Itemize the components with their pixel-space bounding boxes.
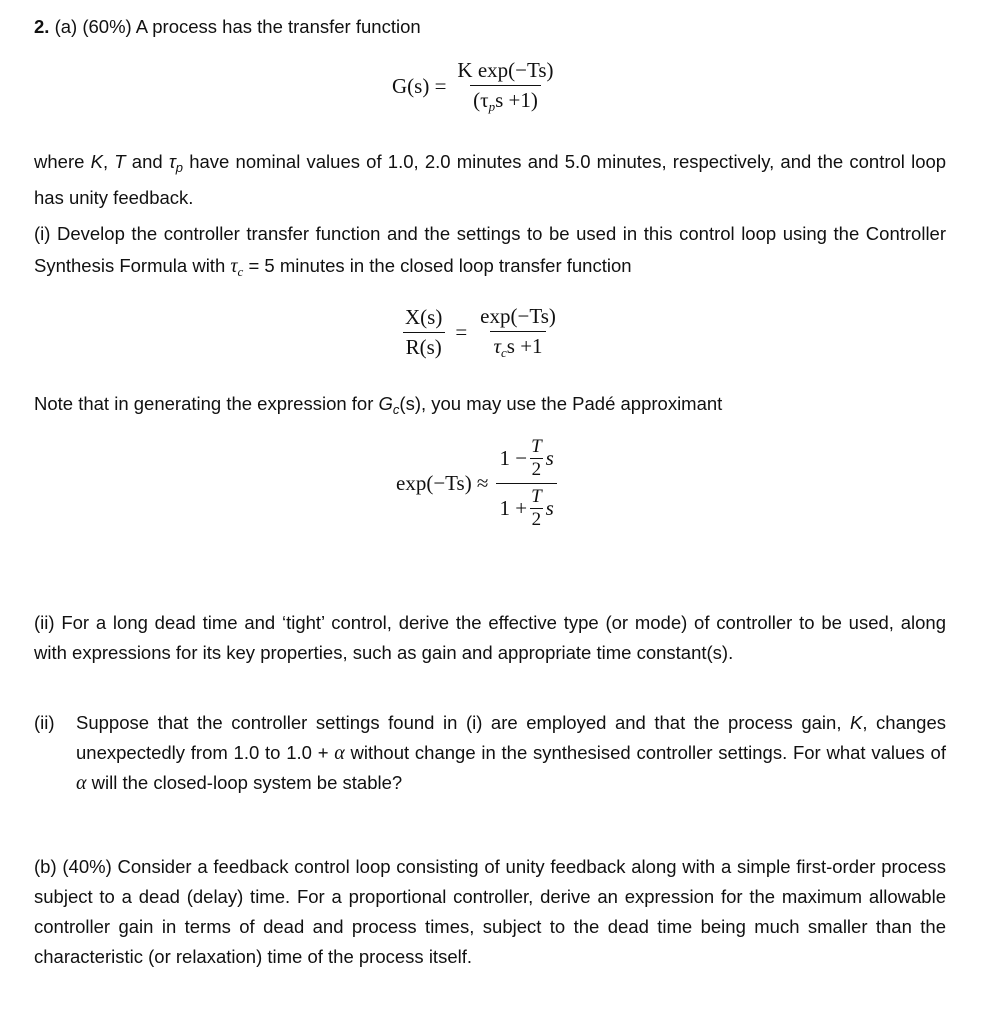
eq2-rhs-den-a: τ (493, 334, 501, 358)
part-b-text: (b) (40%) Consider a feedback control loop consisting of unity feedback along with a simple first-order process subject to a dead (delay) time. For a proportional controller, derive an expression for the maximum allowable controller gain in terms of dead and process times, subject to the dead time being much smaller than the characteristic (or relaxation) time of the process itself. (34, 856, 946, 967)
eq3-top-s: s (545, 446, 554, 470)
where-var-t: T (114, 151, 126, 172)
eq3-bottom-prefix: 1 + (499, 496, 528, 520)
item-ii-b-paragraph (34, 708, 946, 798)
eq2-rhs-den-b: s +1 (506, 334, 543, 358)
eq2-rhs-numerator: exp(−Ts) (480, 304, 556, 328)
where-text-2: , (102, 151, 109, 172)
item-ii-b-body (76, 708, 946, 798)
item-i-tau: τ (230, 255, 238, 277)
eq3-bottom-t: T (531, 486, 542, 507)
transfer-function-equation (392, 58, 557, 115)
eq1-den-sub: p (488, 99, 496, 114)
where-text-3: and (131, 151, 163, 172)
eq3-top-two: 2 (531, 459, 542, 480)
item-ii-a-text: (ii) For a long dead time and ‘tight’ control, derive the effective type (or mode) of controller to be used, along with expressions for its key properties, such as gain and appropriate time constant(s). (34, 612, 946, 663)
item-i-tau-sub: c (237, 264, 244, 279)
where-var-k: K (90, 151, 103, 172)
eq1-denominator (470, 85, 541, 115)
eq2-rhs-denominator (490, 331, 545, 361)
eq3-top-t: T (531, 436, 542, 457)
item-ii-b-text-3: without change in the synthesised controller settings. For what values of (350, 742, 946, 763)
item-i-text-2: = 5 minutes in the closed loop transfer function (248, 255, 632, 276)
eq2-lhs-fraction (402, 305, 445, 360)
where-var-tau: τ (168, 151, 176, 172)
eq3-numerator (496, 436, 556, 483)
eq3-bottom-t-half (529, 486, 544, 531)
eq3-top-t-half (529, 436, 544, 481)
note-var-g: G (378, 393, 393, 414)
item-ii-a-paragraph (34, 608, 946, 668)
eq3-bottom-two: 2 (531, 509, 542, 530)
eq1-den-a: (τ (473, 88, 489, 112)
eq2-lhs-denominator: R(s) (403, 332, 445, 360)
pade-approximant-equation (396, 436, 557, 531)
item-ii-b-label: (ii) (34, 712, 55, 733)
part-b-paragraph (34, 852, 946, 972)
eq3-top-prefix: 1 − (499, 446, 528, 470)
eq1-den-b: s +1) (495, 88, 538, 112)
closed-loop-equation (402, 304, 559, 361)
note-text-2: (s), you may use the Padé approximant (399, 393, 723, 414)
item-ii-b-text-1: Suppose that the controller settings found in (i) are employed and that the process gain, (76, 712, 842, 733)
eq3-lhs: exp(−Ts) ≈ (396, 471, 489, 495)
note-var-g-sub: c (392, 402, 400, 417)
where-text-1: where (34, 151, 85, 172)
item-i-text-1: (i) Develop the controller transfer function and the settings to be used in this control loop using the Controller Synthesis Formula with (34, 223, 946, 276)
where-paragraph (34, 147, 946, 213)
note-text-1: Note that in generating the expression for (34, 393, 374, 414)
eq3-main-fraction (496, 436, 556, 531)
eq1-lhs: G(s) = (392, 74, 447, 98)
part-a-header-text: (a) (60%) A process has the transfer function (54, 16, 421, 37)
eq2-rhs-den-sub: c (501, 345, 507, 360)
where-var-tau-sub: p (175, 160, 184, 175)
eq3-denominator (496, 483, 556, 531)
question-number: 2. (34, 16, 50, 37)
item-ii-b-var-k: K (850, 712, 863, 733)
item-ii-b-alpha: α (334, 742, 345, 764)
item-ii-b-text-4: will the closed-loop system be stable? (91, 772, 403, 793)
item-ii-b-text-2: , changes unexpectedly from 1.0 to 1.0 + (76, 712, 947, 763)
part-a-header (34, 12, 946, 41)
eq2-rhs-fraction (477, 304, 559, 361)
item-ii-b-alpha-2: α (76, 772, 87, 794)
where-text-4: have nominal values of 1.0, 2.0 minutes and 5.0 minutes, respectively, and the control loop has unity feedback. (34, 151, 947, 208)
eq3-bottom-s: s (545, 496, 554, 520)
note-paragraph (34, 389, 946, 424)
eq1-numerator: K exp(−Ts) (457, 58, 554, 82)
eq2-lhs-numerator: X(s) (405, 305, 443, 329)
item-i-paragraph (34, 218, 946, 288)
eq2-equals: = (455, 320, 468, 344)
eq1-fraction (454, 58, 556, 115)
